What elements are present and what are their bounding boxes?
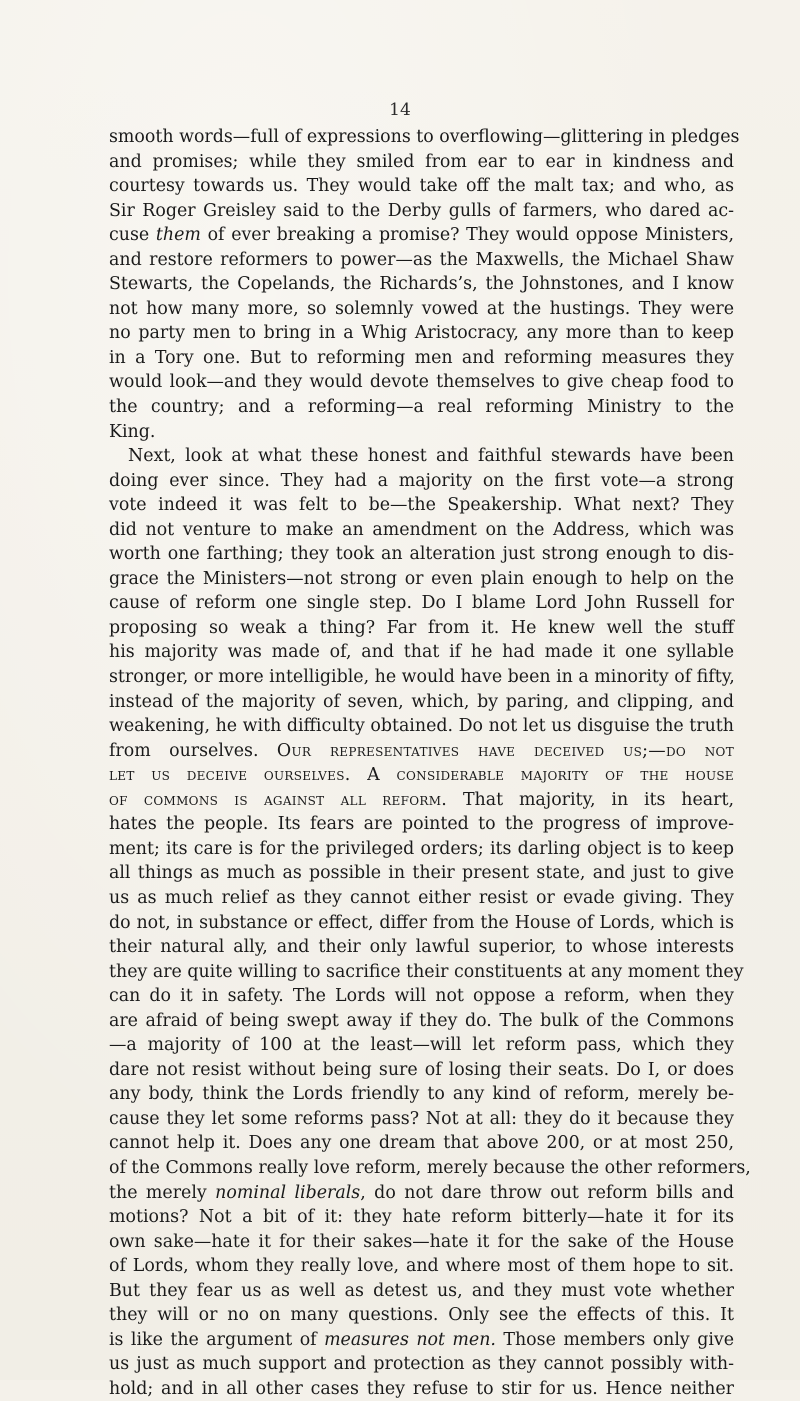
body-text bbox=[109, 125, 751, 1401]
text-line bbox=[109, 420, 734, 445]
text-line bbox=[109, 1058, 734, 1083]
line-text: the merely bbox=[109, 1182, 216, 1203]
line-text: But they fear us as well as detest us, and they must vote whether bbox=[109, 1280, 734, 1301]
text-line bbox=[109, 1352, 734, 1377]
line-text: any body, think the Lords friendly to any kind of reform, merely be- bbox=[109, 1084, 734, 1105]
line-text: Those members only give bbox=[495, 1329, 735, 1350]
line-text: the country; and a reforming—a real reforming Ministry to the bbox=[109, 397, 734, 418]
line-text: us just as much support and protection as they cannot possibly with- bbox=[109, 1354, 734, 1375]
italic-text: measures not men. bbox=[324, 1329, 496, 1350]
small-caps-text: let us deceive ourselves. A considerable majority of the house bbox=[109, 765, 734, 786]
text-line bbox=[109, 861, 734, 886]
line-text: own sake—hate it for their sakes—hate it for the sake of the House bbox=[109, 1231, 734, 1252]
text-line bbox=[109, 395, 734, 420]
text-line bbox=[109, 1205, 734, 1230]
text-line bbox=[109, 763, 734, 788]
line-text: cuse bbox=[109, 225, 156, 246]
text-line bbox=[109, 567, 734, 592]
text-line bbox=[109, 1279, 734, 1304]
text-line bbox=[109, 1033, 734, 1058]
line-text: instead of the majority of seven, which, by paring, and clipping, and bbox=[109, 691, 734, 712]
text-line bbox=[109, 493, 734, 518]
text-line bbox=[109, 616, 734, 641]
line-text: courtesy towards us. They would take off the malt tax; and who, as bbox=[109, 176, 734, 197]
text-line bbox=[109, 199, 734, 224]
line-text: not how many more, so solemnly vowed at the hustings. They were bbox=[109, 298, 734, 319]
line-text: no party men to bring in a Whig Aristocracy, any more than to keep bbox=[109, 323, 734, 344]
text-line bbox=[109, 739, 734, 764]
text-line bbox=[109, 1107, 734, 1132]
text-line bbox=[109, 1009, 734, 1034]
line-text: their natural ally, and their only lawful superior, to whose interests bbox=[109, 937, 734, 958]
text-line bbox=[109, 542, 734, 567]
italic-text: them bbox=[155, 225, 201, 246]
text-line bbox=[109, 223, 734, 248]
line-text: That majority, in its heart, bbox=[447, 789, 734, 810]
text-line bbox=[109, 788, 734, 813]
text-line bbox=[109, 370, 734, 395]
small-caps-text: Our representatives have deceived us;—do not bbox=[276, 740, 734, 761]
text-line bbox=[109, 935, 734, 960]
text-line bbox=[109, 1131, 734, 1156]
text-line bbox=[109, 1303, 734, 1328]
line-text: are afraid of being swept away if they do. The bulk of the Commons bbox=[109, 1010, 734, 1031]
line-text: King. bbox=[109, 421, 156, 442]
line-text: they are quite willing to sacrifice their constituents at any moment they bbox=[109, 961, 744, 982]
line-text: of ever breaking a promise? They would oppose Ministers, bbox=[200, 225, 735, 246]
text-line bbox=[109, 886, 734, 911]
text-line bbox=[109, 1082, 734, 1107]
text-line bbox=[109, 714, 734, 739]
text-line bbox=[109, 1377, 734, 1401]
line-text: ment; its care is for the privileged orders; its darling object is to keep bbox=[109, 838, 734, 859]
text-line bbox=[109, 837, 734, 862]
line-text: they will or no on many questions. Only see the effects of this. It bbox=[109, 1305, 734, 1326]
text-line bbox=[109, 150, 734, 175]
line-text: smooth words—full of expressions to overflowing—glittering in pledges bbox=[109, 127, 740, 147]
text-line bbox=[109, 591, 734, 616]
text-line bbox=[109, 1181, 734, 1206]
line-text: hates the people. Its fears are pointed to the progress of improve- bbox=[109, 814, 734, 835]
line-text: can do it in safety. The Lords will not oppose a reform, when they bbox=[109, 986, 734, 1007]
line-text: , do not dare throw out reform bills and bbox=[360, 1182, 734, 1203]
line-text: and restore reformers to power—as the Maxwells, the Michael Shaw bbox=[109, 249, 734, 270]
text-line bbox=[109, 321, 734, 346]
line-text: hold; and in all other cases they refuse to stir for us. Hence neither bbox=[109, 1378, 734, 1399]
line-text: did not venture to make an amendment on the Address, which was bbox=[109, 519, 734, 540]
line-text: cause they let some reforms pass? Not at all: they do it because they bbox=[109, 1108, 734, 1129]
text-line bbox=[109, 1254, 734, 1279]
text-line bbox=[109, 1230, 734, 1255]
line-text: Sir Roger Greisley said to the Derby gulls of farmers, who dared ac- bbox=[109, 200, 734, 221]
text-line bbox=[109, 1156, 751, 1181]
text-line bbox=[109, 1328, 734, 1353]
line-text: in a Tory one. But to reforming men and reforming measures they bbox=[109, 347, 734, 368]
text-line bbox=[109, 690, 734, 715]
small-caps-text: of commons is against all reform. bbox=[109, 789, 448, 810]
line-text: from ourselves. bbox=[109, 740, 277, 761]
line-text: stronger, or more intelligible, he would have been in a minority of fifty, bbox=[109, 667, 735, 688]
text-line bbox=[109, 297, 734, 322]
text-line bbox=[109, 444, 734, 469]
line-text: vote indeed it was felt to be—the Speakership. What next? They bbox=[109, 495, 734, 516]
text-line bbox=[109, 174, 734, 199]
text-line bbox=[109, 812, 734, 837]
line-text: doing ever since. They had a majority on the first vote—a strong bbox=[109, 470, 734, 491]
text-line bbox=[109, 640, 734, 665]
line-text: Stewarts, the Copelands, the Richards’s, the Johnstones, and I know bbox=[109, 274, 734, 295]
page-number: 14 bbox=[389, 100, 411, 120]
line-text: all things as much as possible in their present state, and just to give bbox=[109, 863, 734, 884]
line-text: worth one farthing; they took an alteration just strong enough to dis- bbox=[109, 544, 734, 565]
italic-text: nominal liberals bbox=[215, 1182, 361, 1203]
line-text: and promises; while they smiled from ear to ear in kindness and bbox=[109, 151, 734, 172]
text-line bbox=[109, 665, 734, 690]
text-line bbox=[109, 248, 734, 273]
line-text: cause of reform one single step. Do I blame Lord John Russell for bbox=[109, 593, 734, 614]
line-text: of the Commons really love reform, merely because the other reformers, bbox=[109, 1157, 751, 1178]
line-text: of Lords, whom they really love, and where most of them hope to sit. bbox=[109, 1256, 734, 1277]
text-line bbox=[109, 518, 734, 543]
text-line bbox=[109, 984, 734, 1009]
line-text: would look—and they would devote themselves to give cheap food to bbox=[109, 372, 734, 393]
line-text: dare not resist without being sure of losing their seats. Do I, or does bbox=[109, 1059, 734, 1080]
text-line bbox=[109, 911, 734, 936]
line-text: cannot help it. Does any one dream that above 200, or at most 250, bbox=[109, 1133, 734, 1154]
line-text: —a majority of 100 at the least—will let reform pass, which they bbox=[109, 1035, 734, 1056]
line-text: grace the Ministers—not strong or even plain enough to help on the bbox=[109, 568, 734, 589]
text-line bbox=[109, 272, 734, 297]
line-text: proposing so weak a thing? Far from it. He knew well the stuff bbox=[109, 617, 734, 638]
line-text: Next, look at what these honest and faithful stewards have been bbox=[128, 446, 734, 467]
line-text: is like the argument of bbox=[109, 1329, 325, 1350]
text-line bbox=[109, 125, 740, 150]
line-text: his majority was made of, and that if he had made it one syllable bbox=[109, 642, 734, 663]
line-text: motions? Not a bit of it: they hate reform bitterly—hate it for its bbox=[109, 1207, 734, 1228]
text-line bbox=[109, 469, 734, 494]
line-text: do not, in substance or effect, differ from the House of Lords, which is bbox=[109, 912, 734, 933]
line-text: weakening, he with difficulty obtained. Do not let us disguise the truth bbox=[109, 716, 734, 737]
text-line bbox=[109, 960, 744, 985]
text-line bbox=[109, 346, 734, 371]
line-text: us as much relief as they cannot either resist or evade giving. They bbox=[109, 887, 734, 908]
